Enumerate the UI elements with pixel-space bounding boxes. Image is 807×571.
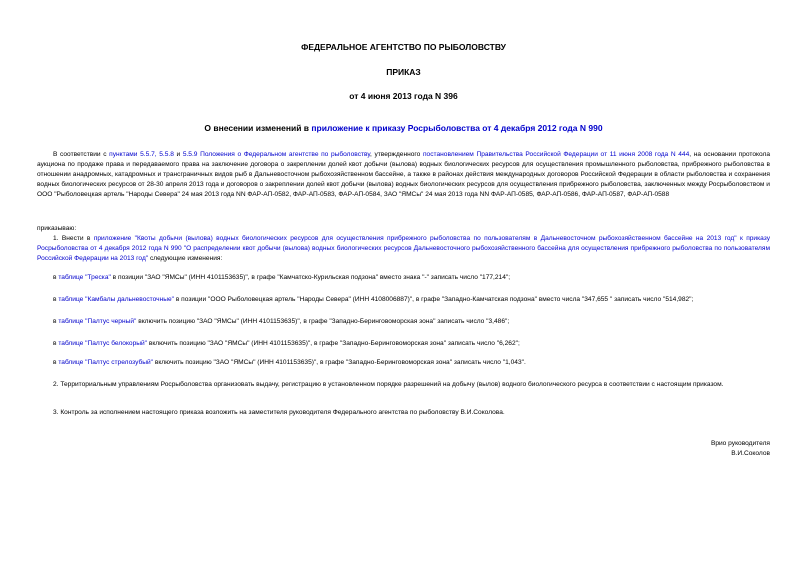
preamble-text-4: , на основании протокола аукциона по продаже права и передаваемого права на заключение договора о закреплении долей квот добычи (вылова) водных биологических ресурсов для осуществления промышленного рыболовства, прибрежного рыболовства в отношении анадромных, катадромных и трансграничных видов рыб в Дальневосточном рыбохозяйственном бассейне, а также в районах действия международных договоров Российской Федерации в области рыболовства и сохранения водных биологических ресурсов от 28-30 апреля 2013 года и договоров о закреплении долей квот добычи (вылова) водных биологических ресурсов для осуществления прибрежного рыболовства, заключенных между Росрыболовством и ООО "Рыболовецкая артель "Народы Севера" 24 мая 2013 года NN ФАР-АП-0582, ФАР-АП-0583, ФАР-АП-0584, ЗАО "ЯМСы" 24 мая 2013 года NN ФАР-АП-0585, ФАР-АП-0586, ФАР-АП-0587, ФАР-АП-0588 [37, 151, 771, 198]
item-1-text-2: следующие изменения: [148, 255, 223, 262]
change-text-2: включить позицию "ЗАО "ЯМСы" (ИНН 4101153635)", в графе "Западно-Беринговоморская зона" записать число "1,043". [153, 359, 526, 366]
change-text-1: в [53, 318, 59, 325]
item-1-text-1: 1. Внести в [53, 235, 94, 242]
preamble-text-2: и [173, 151, 183, 158]
doc-date: от 4 июня 2013 года N 396 [349, 91, 458, 101]
agency-title: ФЕДЕРАЛЬНОЕ АГЕНТСТВО ПО РЫБОЛОВСТВУ [301, 42, 506, 52]
change-text-2: в позиции "ЗАО "ЯМСы" (ИНН 4101153635)", в графе "Камчатско-Курильская подзона" вместо знака "-" записать число "177,214"; [110, 274, 511, 281]
signature-name: В.И.Соколов [731, 450, 770, 457]
doc-subject [0, 123, 807, 134]
preamble [37, 150, 770, 200]
subject-prefix: О внесении изменений в [204, 123, 312, 133]
change-text-1: в [53, 340, 59, 347]
change-arrowtooth-halibut [53, 358, 526, 368]
change-link-table[interactable]: таблице "Палтус черный" [58, 318, 137, 325]
change-flounder [53, 295, 693, 305]
change-black-halibut [53, 317, 509, 327]
preamble-link-points[interactable]: пунктами 5.5.7, 5.5.8 [109, 151, 174, 158]
signature-role: Врио руководителя [710, 440, 770, 447]
preamble-link-regulation[interactable]: 5.5.9 Положения о Федеральном агентстве по рыболовству [182, 151, 371, 158]
doc-type: ПРИКАЗ [386, 67, 421, 77]
change-text-1: в [53, 274, 59, 281]
item-3: 3. Контроль за исполнением настоящего приказа возложить на заместителя руководителя Федерального агентства по рыболовству В.И.Соколова. [53, 409, 505, 416]
change-text-2: в позиции "ООО Рыболовецкая артель "Народы Севера" (ИНН 4108006887)", в графе "Западно-Камчатская подзона" вместо числа "347,655 " записать число "514,982"; [173, 296, 694, 303]
subject-link[interactable]: приложение к приказу Росрыболовства от 4 декабря 2012 года N 990 [311, 123, 603, 133]
change-link-table[interactable]: таблице "Палтус стрелозубый" [58, 359, 154, 366]
change-text-1: в [53, 359, 59, 366]
change-link-table[interactable]: таблице "Палтус белокорый" [58, 340, 148, 347]
change-link-table[interactable]: таблице "Камбалы дальневосточные" [58, 296, 174, 303]
preamble-text-3: , утвержденного [370, 151, 423, 158]
change-link-table[interactable]: таблице "Треска" [58, 274, 111, 281]
change-text-2: включить позицию "ЗАО "ЯМСы" (ИНН 4101153635)", в графе "Западно-Беринговоморская зона" записать число "3,486"; [136, 318, 510, 325]
order-word: приказываю: [37, 225, 77, 232]
item-1 [37, 234, 770, 264]
change-white-halibut [53, 339, 520, 349]
preamble-link-decree[interactable]: постановлением Правительства Российской Федерации от 11 июня 2008 года N 444 [422, 151, 690, 158]
item-2: 2. Территориальным управлениям Росрыболовства организовать выдачу, регистрацию в установленном порядке разрешений на добычу (вылов) водного биологического ресурса в соответствии с настоящим приказом. [53, 381, 724, 388]
change-text-2: включить позицию "ЗАО "ЯМСы" (ИНН 4101153635)", в графе "Западно-Беринговоморская зона" записать число "6,262"; [147, 340, 520, 347]
preamble-text-1: В соответствии с [53, 151, 110, 158]
change-cod [53, 273, 510, 283]
change-text-1: в [53, 296, 59, 303]
item-1-link-appendix[interactable]: приложение "Квоты добычи (вылова) водных биологических ресурсов для осуществления прибрежного рыболовства по пользователям в Дальневосточном рыбохозяйственном бассейне на 2013 год" к приказу Росрыболовства от 4 декабря 2012 года N 990 "О распределении квот добычи (вылова) водных биологических ресурсов Дальневосточного рыбохозяйственного бассейна для осуществления прибрежного рыболовства по пользователям Российской Федерации на 2013 год" [37, 235, 770, 262]
